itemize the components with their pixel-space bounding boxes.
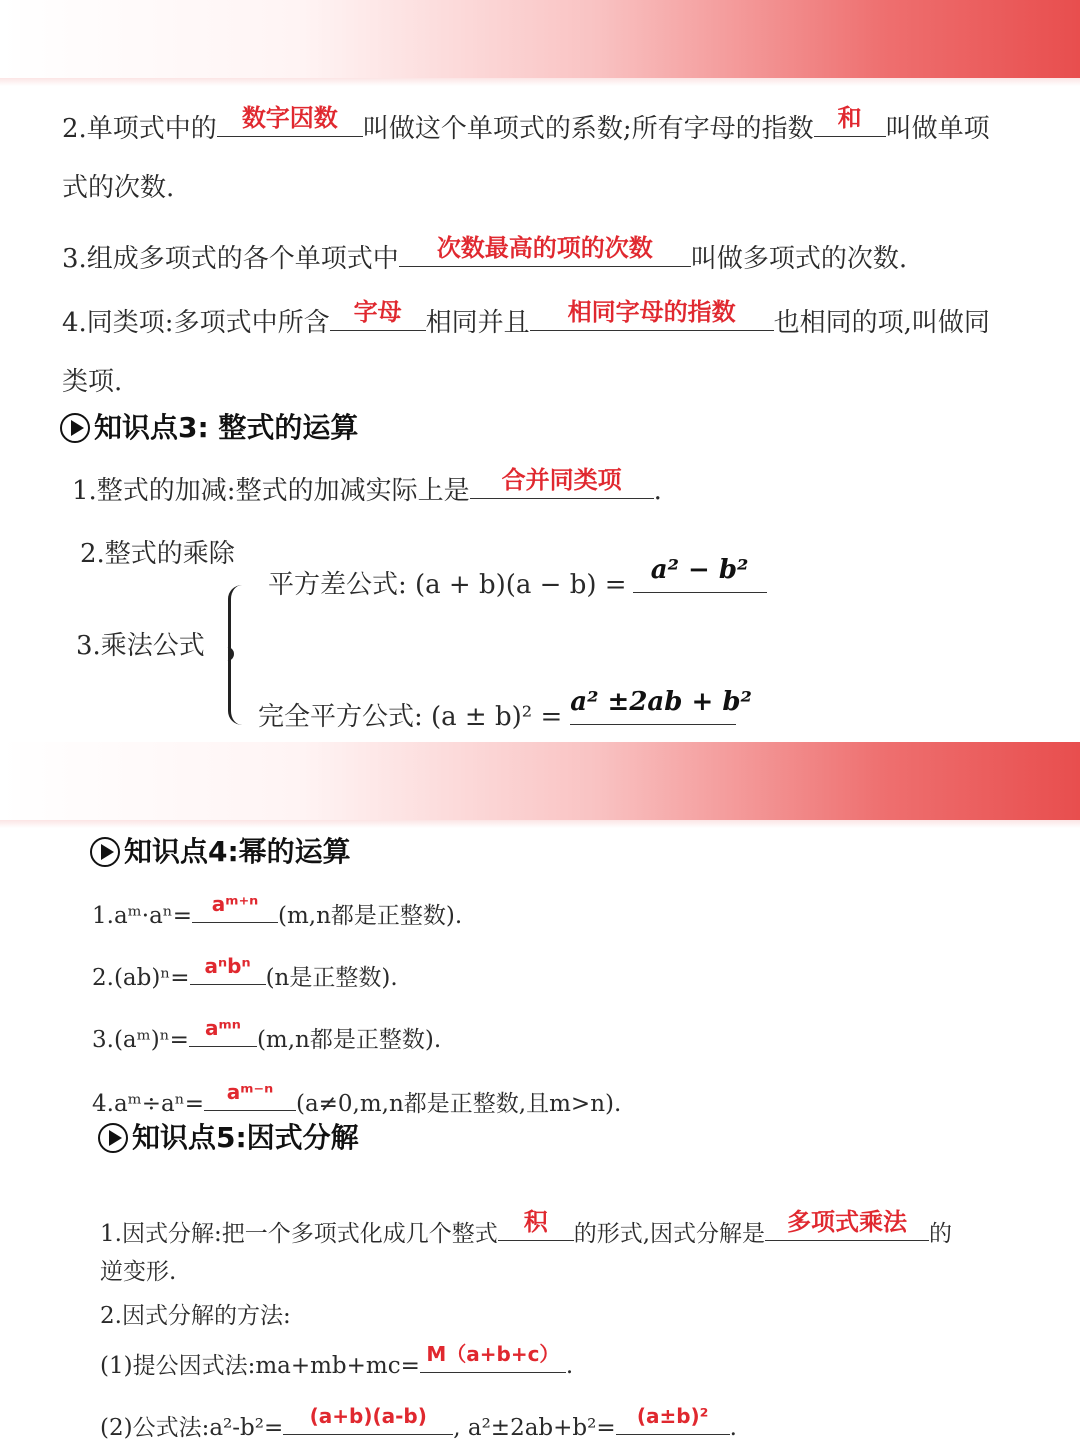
kp5-method-1: (1)提公因式法:ma+mb+mc= M（a+b+c） .: [100, 1342, 574, 1379]
brace-symbol: [228, 585, 245, 725]
answer-blank: [498, 1207, 574, 1241]
answer-blank: [616, 1404, 730, 1435]
perfect-square-line: 完全平方公式: (a ± b)² = a² ±2ab + b²: [258, 694, 736, 735]
question-4-continuation: 类项.: [62, 367, 123, 397]
kp5-heading: 知识点5:因式分解: [98, 1120, 359, 1156]
answer-formula: a² ±2ab + b²: [570, 687, 752, 717]
kp3-question-1: 1.整式的加减:整式的加减实际上是 合并同类项 .: [72, 465, 662, 506]
answer-text: M（a+b+c）: [426, 1342, 560, 1366]
answer-text: 合并同类项: [501, 465, 622, 494]
answer-blank: [814, 103, 886, 137]
answer-blank: [330, 297, 426, 331]
top-header-band: [0, 0, 1080, 78]
answer-text: aᵐ⁺ⁿ: [211, 892, 259, 916]
answer-blank: [420, 1342, 566, 1373]
kp4-question-4: 4.aᵐ÷aⁿ= aᵐ⁻ⁿ (a≠0,m,n都是正整数,且m>n).: [92, 1080, 622, 1117]
answer-blank: [204, 1080, 296, 1111]
answer-text: (a±b)²: [636, 1404, 709, 1428]
kp4-question-1: 1.aᵐ·aⁿ= aᵐ⁺ⁿ (m,n都是正整数).: [92, 892, 463, 929]
answer-blank: [217, 103, 363, 137]
play-icon: [98, 1123, 128, 1153]
answer-text: (a+b)(a-b): [309, 1404, 427, 1428]
answer-text: aⁿbⁿ: [204, 954, 251, 978]
question-4-line: 4.同类项:多项式中所含 字母 相同并且 相同字母的指数 也相同的项,叫做同: [62, 297, 990, 338]
kp5-question-1-continuation: 逆变形.: [100, 1259, 177, 1285]
answer-blank: [190, 954, 266, 985]
answer-text: 积: [523, 1207, 548, 1236]
answer-blank: [765, 1207, 929, 1241]
answer-text: 次数最高的项的次数: [436, 233, 653, 262]
answer-text: aᵐⁿ: [204, 1016, 241, 1040]
answer-blank: [283, 1404, 453, 1435]
answer-text: 和: [837, 103, 862, 132]
difference-of-squares-line: 平方差公式: (a + b)(a − b) = a² − b²: [268, 562, 767, 603]
kp3-question-2: 2.整式的乘除: [80, 539, 235, 569]
answer-text: 字母: [353, 297, 402, 326]
play-icon: [90, 837, 120, 867]
answer-blank: [470, 465, 654, 499]
kp5-question-1: 1.因式分解:把一个多项式化成几个整式 积 的形式,因式分解是 多项式乘法 的: [100, 1207, 953, 1247]
answer-blank: [530, 297, 774, 331]
answer-blank: [633, 555, 767, 593]
kp5-question-2: 2.因式分解的方法:: [100, 1303, 291, 1329]
answer-text: 数字因数: [241, 103, 338, 132]
question-2-continuation: 式的次数.: [62, 173, 175, 203]
play-icon: [60, 413, 90, 443]
answer-blank: [399, 233, 691, 267]
answer-text: aᵐ⁻ⁿ: [226, 1080, 274, 1104]
kp4-question-2: 2.(ab)ⁿ= aⁿbⁿ (n是正整数).: [92, 954, 398, 991]
kp4-heading: 知识点4:幂的运算: [90, 834, 351, 870]
answer-blank: [192, 892, 278, 923]
answer-formula: a² − b²: [650, 555, 749, 585]
kp3-question-3: 3.乘法公式: [76, 631, 205, 661]
kp5-method-2: (2)公式法:a²-b²= (a+b)(a-b) , a²±2ab+b²= (a±b)² .: [100, 1404, 737, 1441]
answer-text: 相同字母的指数: [567, 297, 736, 326]
answer-blank: [570, 687, 752, 725]
answer-blank: [189, 1016, 257, 1047]
middle-header-band: [0, 742, 1080, 820]
question-2-line: 2.单项式中的 数字因数 叫做这个单项式的系数;所有字母的指数 和 叫做单项: [62, 103, 990, 144]
kp3-heading: 知识点3: 整式的运算: [60, 410, 358, 446]
answer-text: 多项式乘法: [787, 1207, 908, 1236]
question-3-line: 3.组成多项式的各个单项式中 次数最高的项的次数 叫做多项式的次数.: [62, 233, 908, 274]
kp4-question-3: 3.(aᵐ)ⁿ= aᵐⁿ (m,n都是正整数).: [92, 1016, 442, 1053]
